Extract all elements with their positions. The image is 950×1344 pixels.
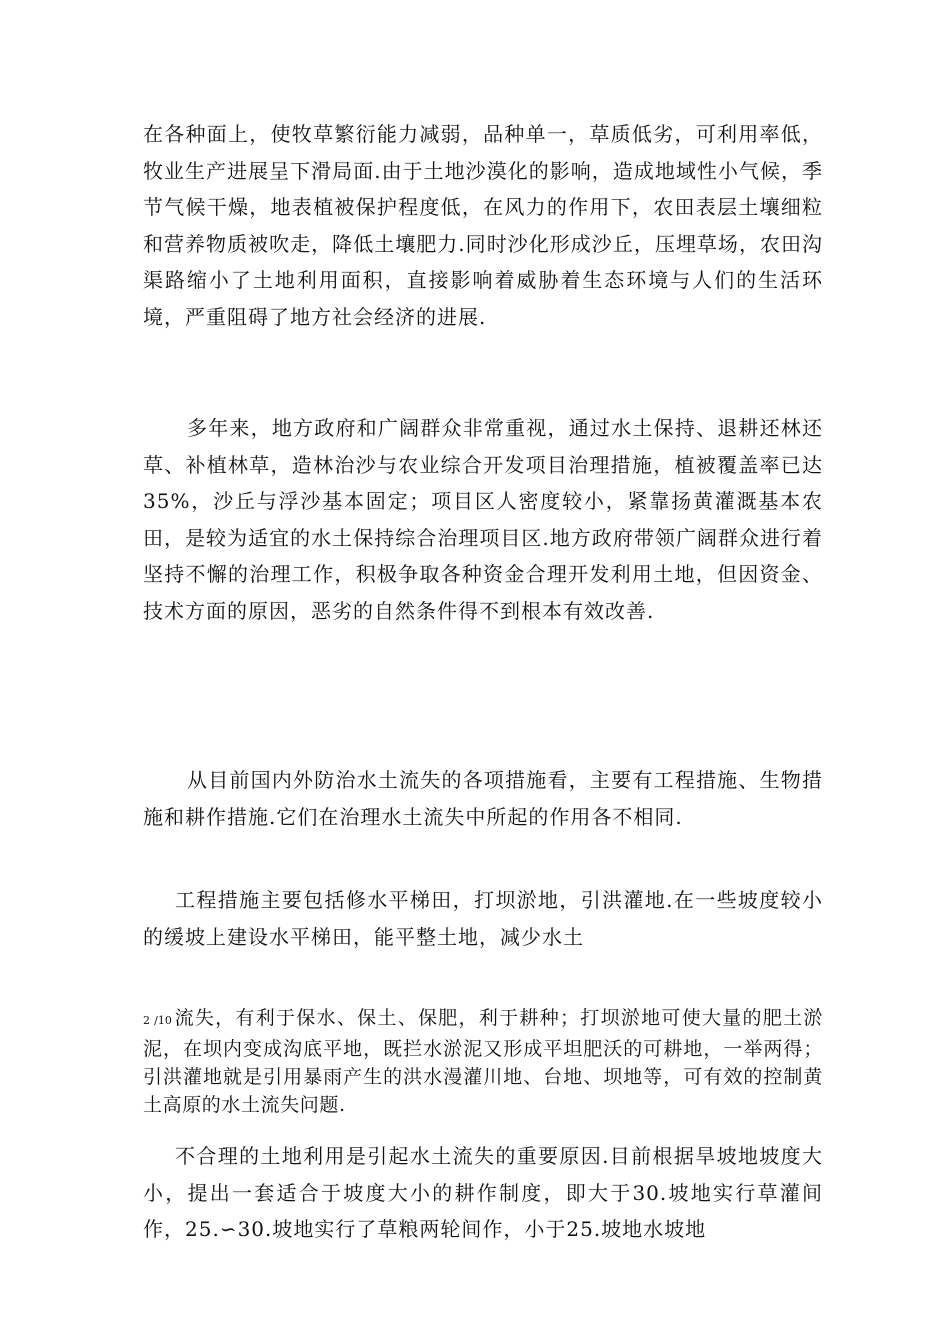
paragraph-desertification-impact: 在各种面上，使牧草繁衍能力减弱，品种单一，草质低劣，可利用率低，牧业生产进展呈下滑局面.由于土地沙漠化的影响，造成地域性小气候，季节气候干燥，地表植被保护程度低，在风力的作用下，农田表层土壤细粒和营养物质被吹走，降低土壤肥力.同时沙化形成沙丘，压埋草场，农田沟渠路缩小了土地利用面积，直接影响着威胁着生态环境与人们的生活环境，严重阻碍了地方社会经济的进展.: [143, 122, 823, 329]
paragraph-engineering-measures: 工程措施主要包括修水平梯田，打坝淤地，引洪灌地.在一些坡度较小的缓坡上建设水平梯田，能平整土地，减少水土: [143, 888, 823, 949]
paragraph-engineering-continued: [143, 1004, 823, 1119]
paragraph-control-measures: 从目前国内外防治水土流失的各项措施看，主要有工程措施、生物措施和耕作措施.它们在治理水土流失中所起的作用各不相同.: [143, 768, 823, 829]
paragraph-government-efforts: 多年来，地方政府和广阔群众非常重视，通过水土保持、退耕还林还草、补植林草，造林治沙与农业综合开发项目治理措施，植被覆盖率已达35%，沙丘与浮沙基本固定；项目区人密度较小，紧靠扬黄灌溉基本农田，是较为适宜的水土保持综合治理项目区.地方政府带领广阔群众进行着坚持不懈的治理工作，积极争取各种资金合理开发利用土地，但因资金、技术方面的原因，恶劣的自然条件得不到根本有效改善.: [143, 416, 823, 623]
paragraph-engineering-continued-text: 流失，有利于保水、保土、保肥，利于耕种；打坝淤地可使大量的肥土淤泥，在坝内变成沟底平地，既拦水淤泥又形成平坦肥沃的可耕地，一举两得；引洪灌地就是引用暴雨产生的洪水漫灌川地、台地、坝地等，可有效的控制黄土高原的水土流失问题.: [143, 1007, 824, 1116]
page-number: 2 /10: [143, 1014, 172, 1027]
paragraph-land-use: 不合理的土地利用是引起水土流失的重要原因.目前根据旱坡地坡度大小，提出一套适合于坡度大小的耕作制度，即大于30.坡地实行草灌间作，25.∽30.坡地实行了草粮两轮间作，小于25.坡地水坡地: [143, 1144, 823, 1241]
